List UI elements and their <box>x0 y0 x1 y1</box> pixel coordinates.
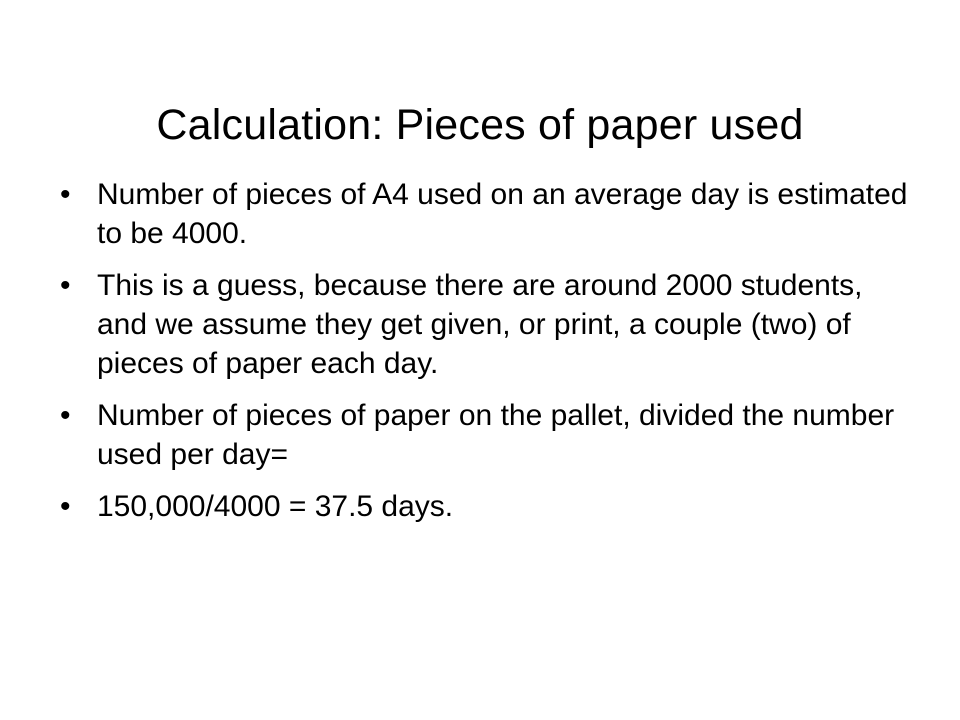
bullet-list <box>60 175 920 539</box>
slide-title: Calculation: Pieces of paper used <box>156 100 804 149</box>
bullet-item <box>60 266 920 383</box>
bullet-text: This is a guess, because there are around 2000 students, and we assume they get given, or print, a couple (two) of pieces of paper each day. <box>97 269 863 380</box>
bullet-text: Number of pieces of A4 used on an average day is estimated to be 4000. <box>97 178 908 250</box>
bullet-icon: • <box>60 269 71 302</box>
bullet-item <box>60 396 920 474</box>
bullet-icon: • <box>60 399 71 432</box>
bullet-text: Number of pieces of paper on the pallet, divided the number used per day= <box>97 399 895 471</box>
bullet-icon: • <box>60 490 71 523</box>
bullet-item <box>60 175 920 253</box>
bullet-icon: • <box>60 178 71 211</box>
bullet-item <box>60 487 920 526</box>
bullet-text: 150,000/4000 = 37.5 days. <box>97 490 454 523</box>
